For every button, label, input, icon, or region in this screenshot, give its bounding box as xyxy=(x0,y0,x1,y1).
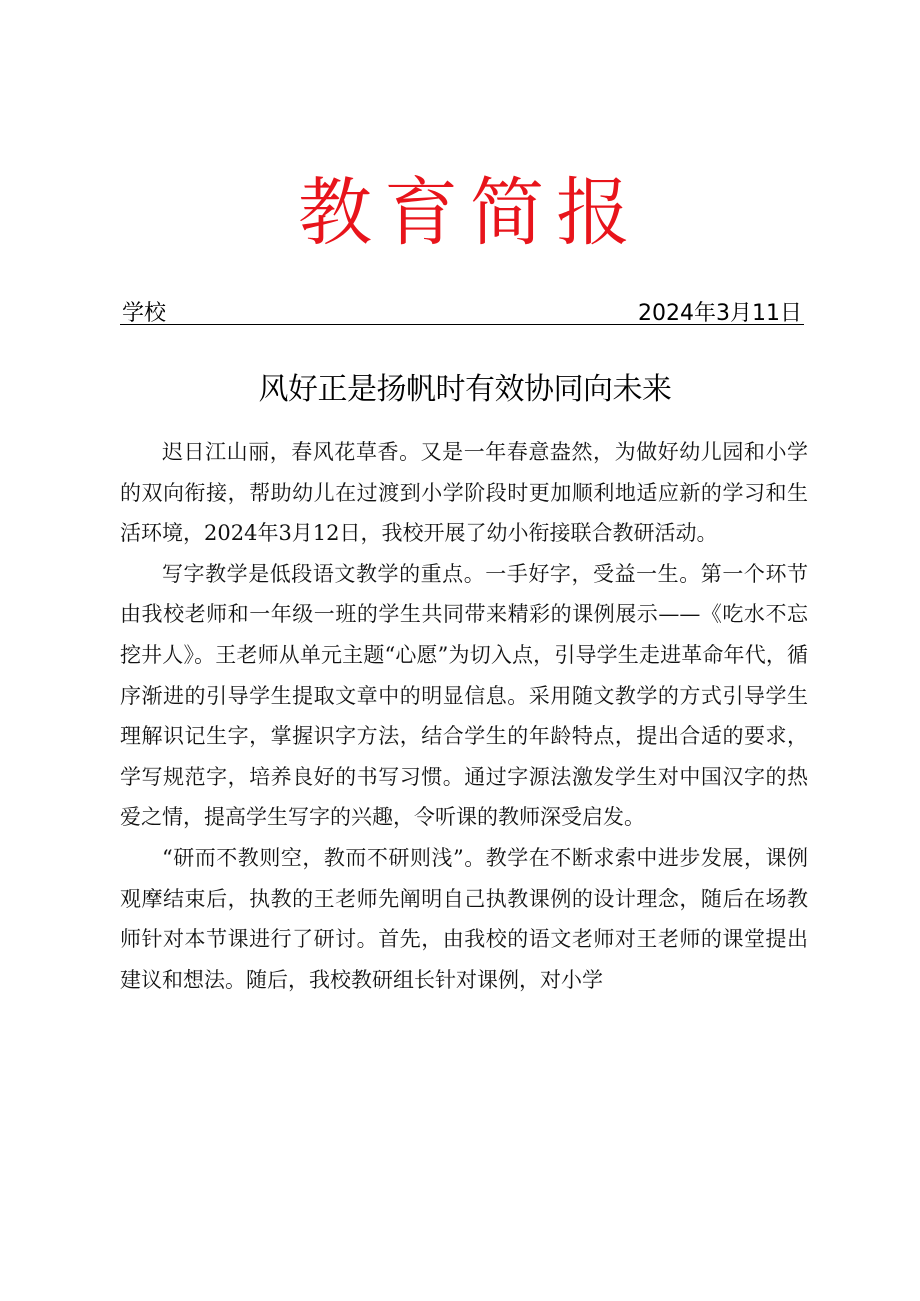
paragraph: 迟日江山丽，春风花草香。又是一年春意盎然，为做好幼儿园和小学的双向衔接，帮助幼儿在过渡到小学阶段时更加顺利地适应新的学习和生活环境，2024年3月12日，我校开展了幼小衔接联合教研活动。 xyxy=(120,440,808,546)
issue-date: 2024年3月11日 xyxy=(638,301,802,326)
paragraph: “研而不教则空，教而不研则浅”。教学在不断求索中进步发展，课例观摩结束后，执教的王老师先阐明自己执教课例的设计理念，随后在场教师针对本节课进行了研讨。首先，由我校的语文老师对王老师的课堂提出建议和想法。随后，我校教研组长针对课例，对小学 xyxy=(120,845,808,992)
meta-line xyxy=(120,296,804,325)
article-body xyxy=(120,432,808,1000)
school-label: 学校 xyxy=(122,301,167,326)
masthead-title: 教育简报 xyxy=(298,170,642,256)
paragraph: 写字教学是低段语文教学的重点。一手好字，受益一生。第一个环节由我校老师和一年级一班的学生共同带来精彩的课例展示——《吃水不忘挖井人》。王老师从单元主题“心愿”为切入点，引导学生走进革命年代，循序渐进的引导学生提取文章中的明显信息。采用随文教学的方式引导学生理解识记生字，掌握识字方法，结合学生的年龄特点，提出合适的要求，学写规范字，培养良好的书写习惯。通过字源法激发学生对中国汉字的热爱之情，提高学生写字的兴趣，令听课的教师深受启发。 xyxy=(120,561,808,830)
article-title: 风好正是扬帆时有效协同向未来 xyxy=(258,372,672,407)
